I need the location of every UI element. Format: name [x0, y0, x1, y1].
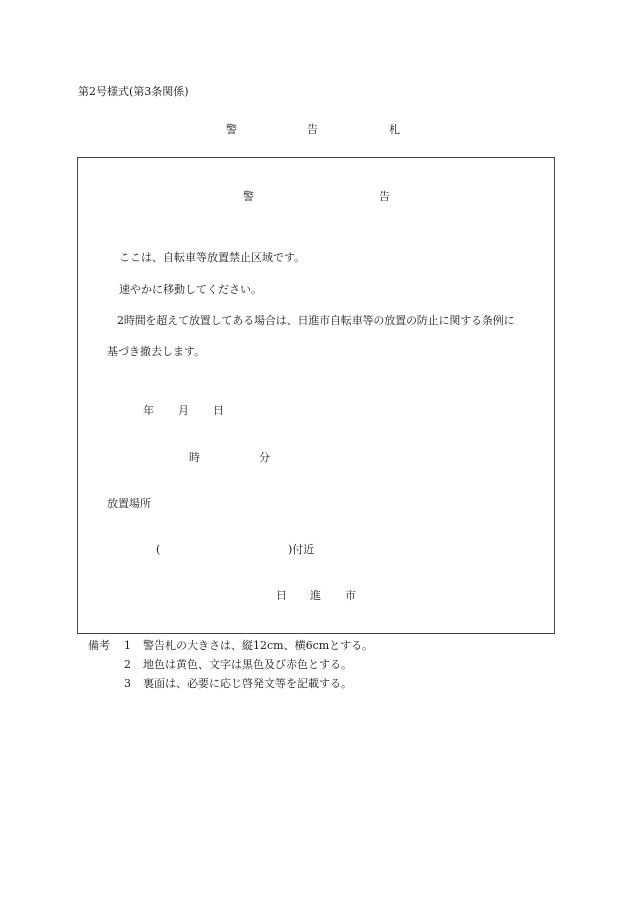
- note-text: 警告札の大きさは、縦12cm、横6cmとする。: [143, 639, 374, 652]
- location-open-paren: (: [156, 543, 161, 556]
- sign-heading-char: 警: [243, 190, 254, 203]
- title-char: 告: [307, 123, 318, 136]
- note-number: 1: [124, 639, 131, 652]
- form-label: 第2号様式(第3条関係): [78, 85, 189, 98]
- title-char: 警: [226, 123, 237, 136]
- date-month-label: 月: [178, 404, 189, 417]
- issuer-char: 市: [345, 589, 356, 602]
- place-label: 放置場所: [107, 497, 151, 510]
- time-hour-label: 時: [189, 451, 200, 464]
- location-nearby-label: )付近: [288, 543, 315, 556]
- note-number: 2: [124, 658, 131, 671]
- issuer-char: 日: [276, 589, 287, 602]
- warning-sign-box: [77, 157, 555, 634]
- note-text: 地色は黄色、文字は黒色及び赤色とする。: [143, 658, 352, 671]
- sign-paragraph: 速やかに移動してください。: [119, 283, 262, 296]
- issuer-char: 進: [310, 589, 321, 602]
- note-number: 3: [124, 677, 131, 690]
- title-char: 札: [389, 123, 400, 136]
- sign-heading-char: 告: [379, 190, 390, 203]
- sign-paragraph: 2時間を超えて放置してある場合は、日進市自転車等の放置の防止に関する条例に: [117, 314, 515, 327]
- sign-paragraph: ここは、自転車等放置禁止区域です。: [119, 251, 306, 264]
- note-text: 裏面は、必要に応じ啓発文等を記載する。: [143, 677, 352, 690]
- date-year-label: 年: [143, 404, 154, 417]
- date-day-label: 日: [213, 404, 224, 417]
- sign-paragraph: 基づき撤去します。: [107, 345, 206, 358]
- document-title: [0, 124, 630, 138]
- notes-label: 備考: [88, 639, 110, 652]
- time-minute-label: 分: [259, 451, 270, 464]
